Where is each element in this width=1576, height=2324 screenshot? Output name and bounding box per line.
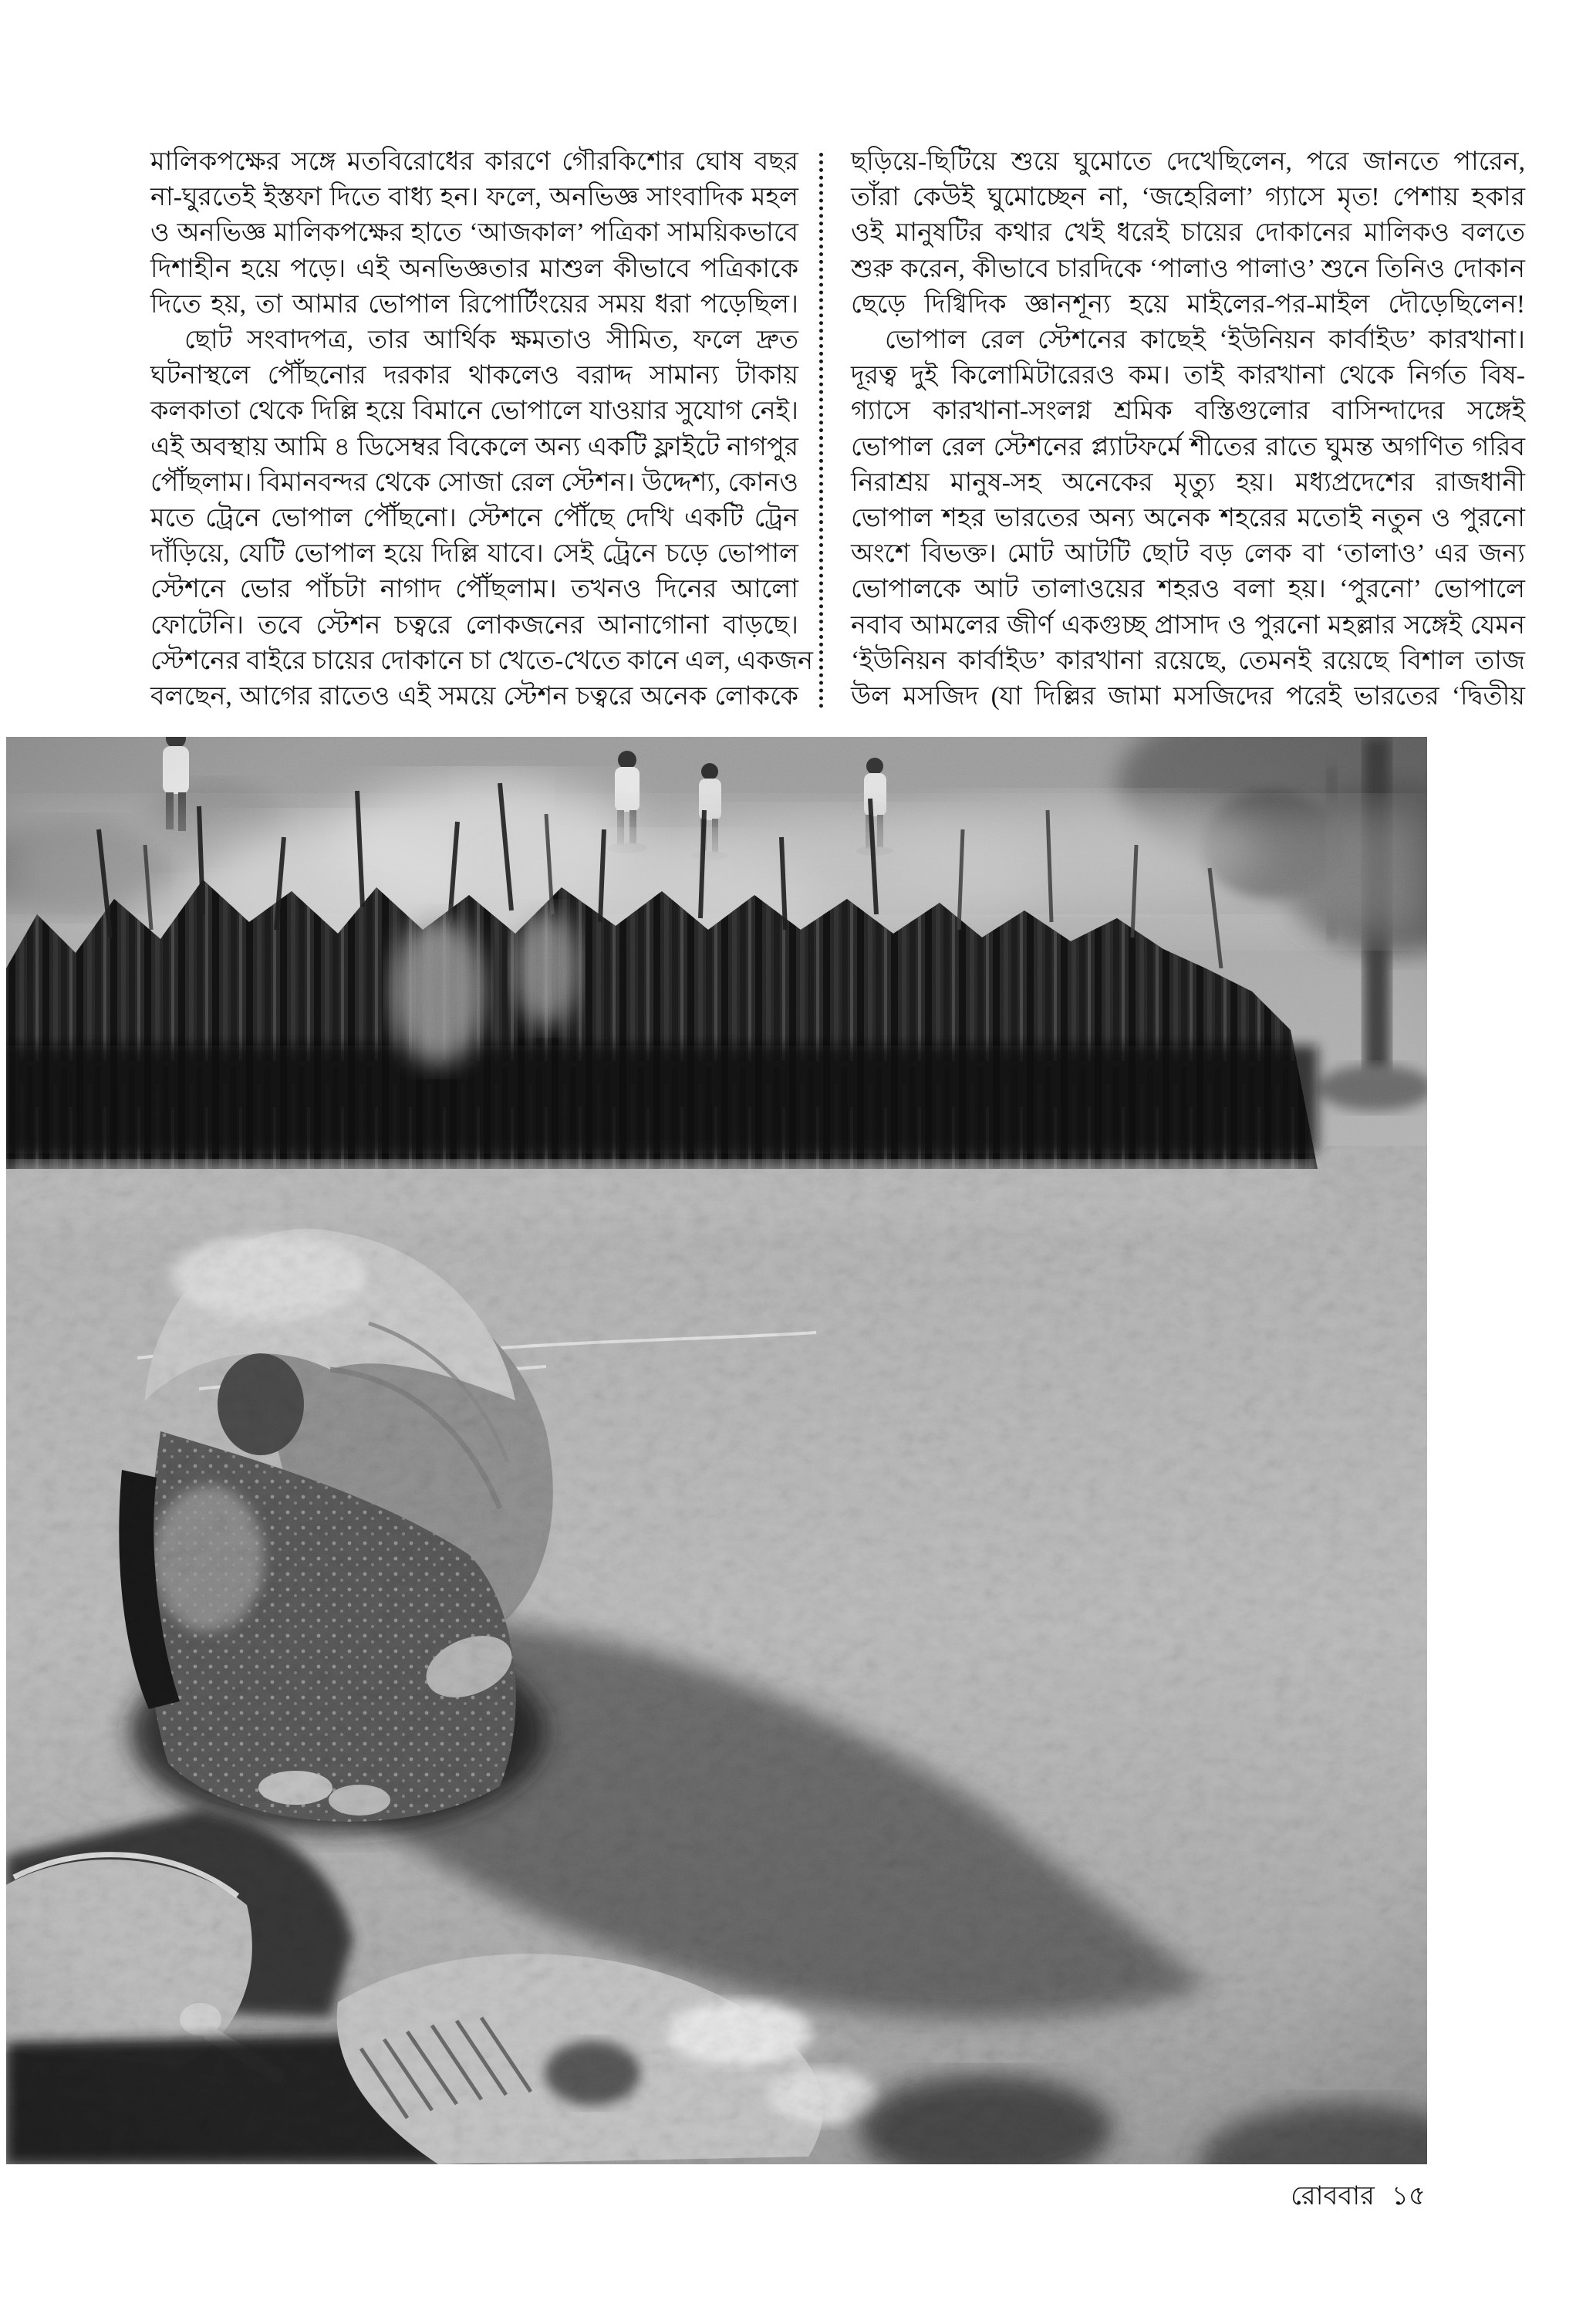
paragraph [150,144,798,323]
text-line: ‘ইউনিয়ন কার্বাইড’ কারখানা রয়েছে, তেমনই রয়েছে বিশাল তাজ [851,646,1525,675]
page-footer [1080,2176,1426,2220]
text-line: ঘটনাস্থলে পৌঁছনোর দরকার থাকলেও বরাদ্দ সামান্য টাকায় [150,361,798,390]
text-line: ছোট সংবাদপত্র, তার আর্থিক ক্ষমতাও সীমিত, ফলে দ্রুত [184,326,798,355]
text-line: ছেড়ে দিগ্বিদিক জ্ঞানশূন্য হয়ে মাইলের-পর-মাইল দৌড়েছিলেন! [851,289,1525,319]
article-column-right [851,144,1525,714]
text-line: দিতে হয়, তা আমার ভোপাল রিপোর্টিংয়ের সময় ধরা পড়েছিল। [150,289,798,319]
article-column-left [150,144,813,714]
text-line: এই অবস্থায় আমি ৪ ডিসেম্বর বিকেলে অন্য একটি ফ্লাইটে নাগপুর [150,432,798,461]
paragraph [150,323,813,714]
column-divider [819,153,823,708]
text-line: পৌঁছলাম। বিমানবন্দর থেকে সোজা রেল স্টেশন। উদ্দেশ্য, কোনও [150,468,798,497]
text-line: মালিকপক্ষের সঙ্গে মতবিরোধের কারণে গৌরকিশোর ঘোষ বছর [150,147,798,176]
text-line: ফোটেনি। তবে স্টেশন চত্বরে লোকজনের আনাগোনা বাড়ছে। [150,610,798,640]
text-line: ভোপাল রেল স্টেশনের প্ল্যাটফর্মে শীতের রাতে ঘুমন্ত অগণিত গরিব [851,432,1525,461]
text-line: শুরু করেন, কীভাবে চারদিকে ‘পালাও পালাও’ শুনে তিনিও দোকান [851,254,1525,283]
text-line: গ্যাসে কারখানা-সংলগ্ন শ্রমিক বস্তিগুলোর বাসিন্দাদের সঙ্গেই [851,397,1525,426]
text-line: ওই মানুষটির কথার খেই ধরেই চায়ের দোকানের মালিকও বলতে [851,218,1525,248]
photo-bhopal-cremation [6,737,1427,2164]
text-line: মতে ট্রেনে ভোপাল পৌঁছনো। স্টেশনে পৌঁছে দেখি একটি ট্রেন [150,504,798,533]
text-line: নিরাশ্রয় মানুষ-সহ অনেকের মৃত্যু হয়। মধ্যপ্রদেশের রাজধানী [851,468,1525,497]
magazine-name: রোববার [1291,2182,1375,2211]
text-line: উল মসজিদ (যা দিল্লির জামা মসজিদের পরেই ভারতের ‘দ্বিতীয় [851,682,1525,711]
text-line: ভোপাল রেল স্টেশনের কাছেই ‘ইউনিয়ন কার্বাইড’ কারখানা। [885,326,1525,355]
text-line: ও অনভিজ্ঞ মালিকপক্ষের হাতে ‘আজকাল’ পত্রিকা সাময়িকভাবে [150,218,798,248]
text-line: ভোপাল শহর ভারতের অন্য অনেক শহরের মতোই নতুন ও পুরনো [851,504,1525,533]
photo-vignette [6,737,1427,2164]
paragraph [851,323,1525,714]
text-line: অংশে বিভক্ত। মোট আটটি ছোট বড় লেক বা ‘তালাও’ এর জন্য [851,539,1525,569]
text-line: স্টেশনে ভোর পাঁচটা নাগাদ পৌঁছলাম। তখনও দিনের আলো [150,575,798,604]
text-line: ছড়িয়ে-ছিটিয়ে শুয়ে ঘুমোতে দেখেছিলেন, পরে জানতে পারেন, [851,147,1525,176]
text-line: নবাব আমলের জীর্ণ একগুচ্ছ প্রাসাদ ও পুরনো মহল্লার সঙ্গেই যেমন [851,610,1525,640]
page-number: ১৫ [1391,2182,1426,2211]
text-line: কলকাতা থেকে দিল্লি হয়ে বিমানে ভোপালে যাওয়ার সুযোগ নেই। [150,397,798,426]
text-line: না-ঘুরতেই ইস্তফা দিতে বাধ্য হন। ফলে, অনভিজ্ঞ সাংবাদিক মহল [150,183,798,212]
photo-illustration [6,737,1427,2164]
text-line: দিশাহীন হয়ে পড়ে। এই অনভিজ্ঞতার মাশুল কীভাবে পত্রিকাকে [150,254,798,283]
text-line: ভোপালকে আট তালাওয়ের শহরও বলা হয়। ‘পুরনো’ ভোপালে [851,575,1525,604]
text-line: বলছেন, আগের রাতেও এই সময়ে স্টেশন চত্বরে অনেক লোককে [150,682,798,711]
paragraph [851,144,1525,323]
text-line: তাঁরা কেউই ঘুমোচ্ছেন না, ‘জহেরিলা’ গ্যাসে মৃত! পেশায় হকার [851,183,1525,212]
text-line: দূরত্ব দুই কিলোমিটারেরও কম। তাই কারখানা থেকে নির্গত বিষ- [851,361,1525,390]
text-line: স্টেশনের বাইরে চায়ের দোকানে চা খেতে-খেতে কানে এল, একজন [150,646,813,675]
text-line: দাঁড়িয়ে, যেটি ভোপাল হয়ে দিল্লি যাবে। সেই ট্রেনে চড়ে ভোপাল [150,539,798,569]
